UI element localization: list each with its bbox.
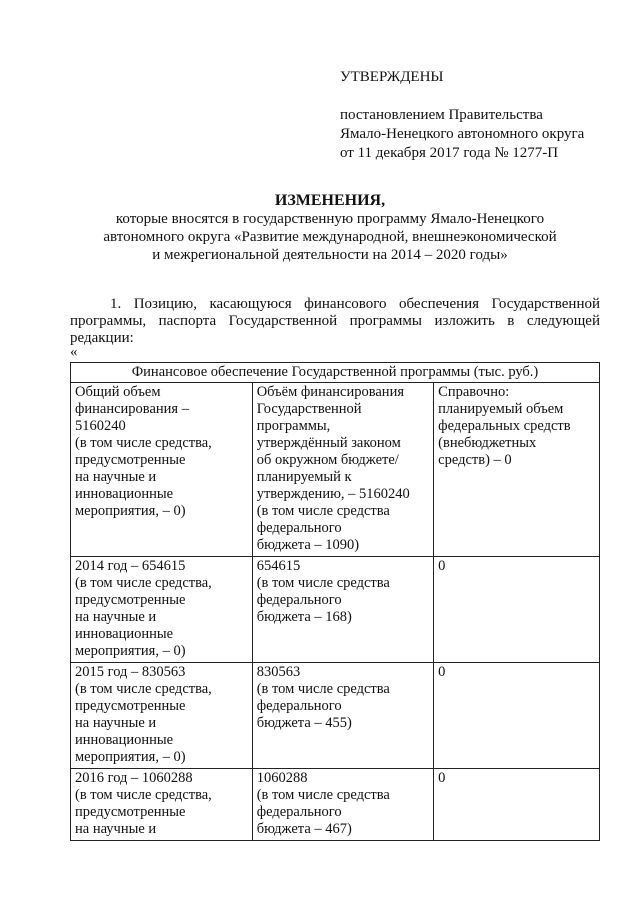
- cell-line: 0: [438, 558, 446, 574]
- cell-line: 5160240: [75, 418, 126, 434]
- title-line: автономного округа «Развитие международной, внешнеэкономической: [103, 229, 557, 245]
- cell-line: (в том числе средства,: [75, 435, 212, 451]
- cell-reference: [434, 769, 600, 841]
- cell-line: 2015 год – 830563: [75, 664, 186, 680]
- cell-line: 1060288: [256, 770, 308, 786]
- cell-line: (в том числе средства: [256, 681, 390, 697]
- cell-reference: [434, 557, 600, 663]
- cell-line: утверждению, – 5160240: [256, 486, 410, 502]
- cell-budget: [252, 769, 433, 841]
- title-line: которые вносятся в государственную программу Ямало-Ненецкого: [115, 211, 545, 227]
- cell-line: федерального: [256, 520, 342, 536]
- title-line: и межрегиональной деятельности на 2014 – 2020 годы»: [152, 247, 508, 263]
- cell-line: (в том числе средства: [256, 575, 390, 591]
- approval-line: от 11 декабря 2017 года № 1277-П: [340, 145, 559, 161]
- table-row: [71, 383, 600, 557]
- cell-line: Объём финансирования: [256, 384, 404, 400]
- cell-line: федерального: [256, 698, 342, 714]
- cell-line: мероприятия, – 0): [75, 643, 186, 659]
- cell-line: (внебюджетных: [438, 435, 537, 451]
- cell-line: (в том числе средства: [256, 787, 390, 803]
- cell-line: утверждённый законом: [256, 435, 401, 451]
- approval-line: Ямало-Ненецкого автономного округа: [340, 126, 585, 142]
- cell-line: бюджета – 455): [256, 715, 352, 731]
- cell-line: на научные и: [75, 715, 157, 731]
- paragraph-1: [70, 296, 600, 347]
- cell-line: федерального: [256, 804, 342, 820]
- cell-line: Государственной: [256, 401, 362, 417]
- cell-line: бюджета – 168): [256, 609, 352, 625]
- cell-line: 654615: [256, 558, 301, 574]
- cell-line: бюджета – 467): [256, 821, 352, 837]
- cell-line: федеральных средств: [438, 418, 571, 434]
- cell-line: на научные и: [75, 609, 157, 625]
- cell-line: 0: [438, 664, 446, 680]
- table-header: Финансовое обеспечение Государственной программы (тыс. руб.): [71, 363, 600, 383]
- cell-line: предусмотренные: [75, 804, 186, 820]
- financing-table: [70, 362, 600, 841]
- document-title-block: [60, 192, 600, 264]
- cell-line: 0: [438, 770, 446, 786]
- cell-line: 2014 год – 654615: [75, 558, 186, 574]
- cell-line: программы,: [256, 418, 331, 434]
- cell-line: (в том числе средства: [256, 503, 390, 519]
- cell-total: [71, 557, 253, 663]
- table-row: [71, 769, 600, 841]
- cell-total: [71, 663, 253, 769]
- cell-line: (в том числе средства,: [75, 575, 212, 591]
- cell-line: на научные и: [75, 821, 157, 837]
- cell-line: предусмотренные: [75, 592, 186, 608]
- cell-line: (в том числе средства,: [75, 681, 212, 697]
- table-row: [71, 663, 600, 769]
- cell-line: мероприятия, – 0): [75, 749, 186, 765]
- cell-reference: [434, 663, 600, 769]
- paragraph-text: 1. Позицию, касающуюся финансового обеспечения Государственной программы, паспорта Государственной программы изложить в следующей редакции:: [70, 296, 600, 346]
- cell-line: на научные и: [75, 469, 157, 485]
- cell-total: [71, 769, 253, 841]
- table-row: [71, 557, 600, 663]
- cell-line: финансирования –: [75, 401, 189, 417]
- open-quote: «: [70, 344, 78, 360]
- cell-total: [71, 383, 253, 557]
- cell-reference: [434, 383, 600, 557]
- cell-budget: [252, 383, 433, 557]
- cell-line: федерального: [256, 592, 342, 608]
- cell-line: бюджета – 1090): [256, 537, 360, 553]
- cell-budget: [252, 557, 433, 663]
- cell-line: предусмотренные: [75, 452, 186, 468]
- cell-line: планируемый объем: [438, 401, 564, 417]
- cell-budget: [252, 663, 433, 769]
- cell-line: Общий объем: [75, 384, 161, 400]
- cell-line: (в том числе средства,: [75, 787, 212, 803]
- document-title: ИЗМЕНЕНИЯ,: [274, 192, 386, 209]
- cell-line: об окружном бюджете/: [256, 452, 399, 468]
- approval-block: [340, 68, 584, 163]
- cell-line: средств) – 0: [438, 452, 512, 468]
- cell-line: Справочно:: [438, 384, 510, 400]
- cell-line: мероприятия, – 0): [75, 503, 186, 519]
- cell-line: 2016 год – 1060288: [75, 770, 193, 786]
- cell-line: предусмотренные: [75, 698, 186, 714]
- cell-line: инновационные: [75, 486, 174, 502]
- cell-line: инновационные: [75, 732, 174, 748]
- approval-line: постановлением Правительства: [340, 107, 543, 123]
- cell-line: 830563: [256, 664, 301, 680]
- cell-line: планируемый к: [256, 469, 352, 485]
- cell-line: инновационные: [75, 626, 174, 642]
- approval-heading: УТВЕРЖДЕНЫ: [340, 69, 444, 85]
- table-body: [71, 383, 600, 841]
